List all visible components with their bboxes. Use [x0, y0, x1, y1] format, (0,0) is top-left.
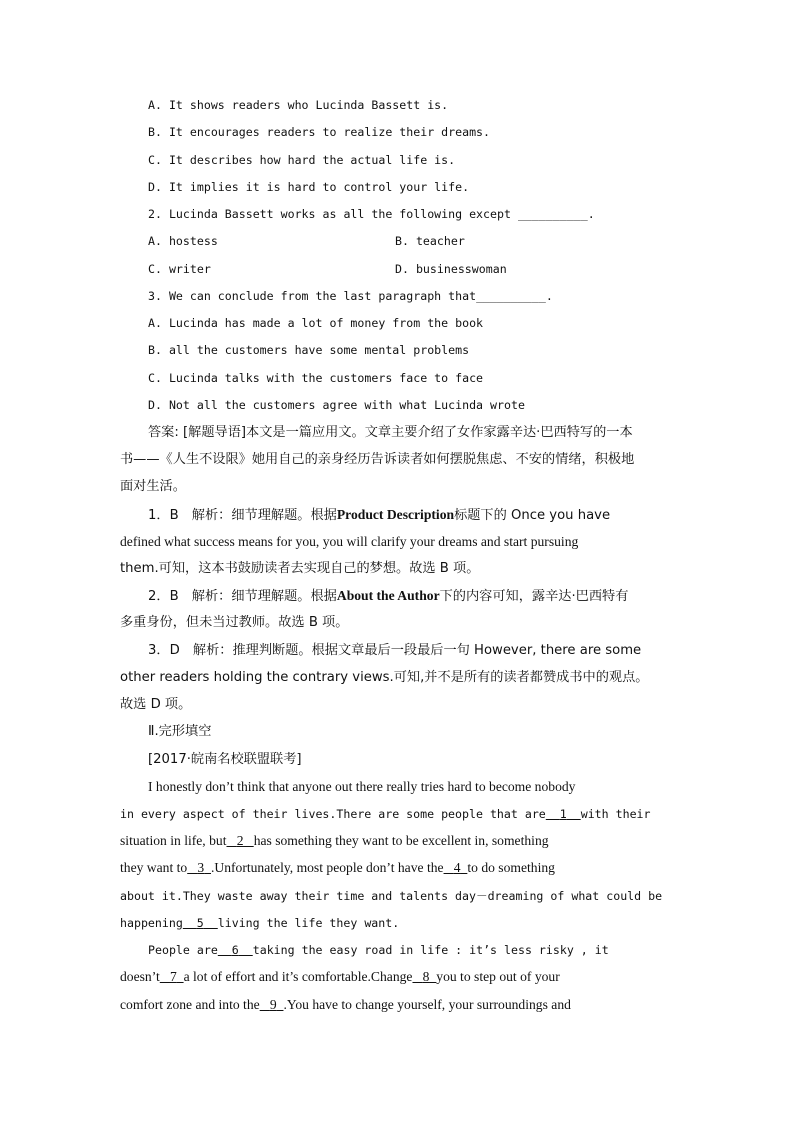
cloze-blank-2	[226, 833, 253, 848]
cloze-text: .Unfortunately, most people don’t have the	[211, 860, 444, 875]
q2-option-a: A. hostess	[148, 234, 218, 248]
answer2-line2: 多重身份，但未当过教师。故选 B 项。	[120, 615, 349, 630]
cloze-blank-1	[546, 807, 581, 821]
cloze-blank-4	[444, 860, 468, 875]
q3-stem-line	[148, 287, 553, 305]
q3-stem: 3. We can conclude from the last paragraph that	[148, 289, 477, 303]
cloze-text: happening	[120, 916, 183, 930]
cloze-text: you to step out of your	[436, 969, 560, 984]
answer3-line1: 3．D 解析：推理判断题。根据文章最后一段最后一句 However, there are some	[148, 643, 642, 658]
answer1-bold-term: Product Description	[336, 507, 455, 522]
cloze-text: People are	[148, 943, 218, 957]
q2-option-b: B. teacher	[395, 234, 465, 248]
answer2-line1	[148, 587, 628, 606]
blank-number: 4	[453, 860, 461, 875]
answer-intro-line3: 面对生活。	[120, 479, 186, 494]
q1-option-d: D. It implies it is hard to control your life.	[148, 180, 470, 194]
answer2-bold-term: About the Author	[336, 588, 440, 603]
answer1-tail: 标题下的 Once you have	[454, 508, 611, 523]
answer1-line1	[148, 506, 610, 525]
cloze-text: situation in life, but	[120, 833, 227, 848]
section-title: Ⅱ.完形填空	[148, 724, 212, 739]
section-source: [2017·皖南名校联盟联考]	[148, 752, 302, 767]
q2-option-d: D. businesswoman	[395, 262, 507, 276]
cloze-text: they want to	[120, 860, 188, 875]
answer1-line2: defined what success means for you, you will clarify your dreams and start pursuing	[120, 534, 579, 549]
cloze-p1-line3	[120, 832, 549, 850]
blank-number: 1	[559, 807, 567, 821]
cloze-p1-line2	[120, 805, 674, 823]
q3-end: .	[545, 289, 553, 303]
answer1-lead: 1．B 解析：细节理解题。根据	[148, 508, 337, 523]
cloze-blank-5	[183, 916, 218, 930]
q1-option-c: C. It describes how hard the actual life is.	[148, 153, 456, 167]
cloze-blank-8	[412, 969, 436, 984]
cloze-blank-9	[260, 997, 284, 1012]
q2-stem: 2. Lucinda Bassett works as all the following except	[148, 207, 511, 221]
q3-option-c: C. Lucinda talks with the customers face to face	[148, 371, 484, 385]
cloze-p2-line1	[148, 941, 609, 959]
cloze-text: has something they want to be excellent in, something	[253, 833, 549, 848]
answer3-line2: other readers holding the contrary views.可知,并不是所有的读者都赞成书中的观点。	[120, 670, 649, 685]
q2-stem-line	[148, 205, 595, 223]
cloze-text: living the life they want.	[217, 916, 400, 930]
cloze-p1-line1: I honestly don’t think that anyone out there really tries hard to become nobody	[148, 779, 576, 794]
q3-option-a: A. Lucinda has made a lot of money from the book	[148, 316, 484, 330]
cloze-text: in every aspect of their lives.There are some people that are	[120, 807, 546, 821]
cloze-p1-line6	[120, 914, 399, 932]
cloze-text: .You have to change yourself, your surroundings and	[283, 997, 571, 1012]
blank-number: 2	[236, 833, 244, 848]
cloze-text: with their	[580, 807, 651, 821]
cloze-text: to do something	[467, 860, 555, 875]
q3-option-b: B. all the customers have some mental problems	[148, 343, 470, 357]
q2-end: .	[587, 207, 595, 221]
answer2-lead: 2．B 解析：细节理解题。根据	[148, 589, 337, 604]
cloze-text: doesn’t	[120, 969, 160, 984]
answer3-line3: 故选 D 项。	[120, 697, 192, 712]
cloze-text: taking the easy road in life : it’s less risky , it	[252, 943, 609, 957]
q2-option-c: C. writer	[148, 262, 211, 276]
cloze-blank-3	[187, 860, 211, 875]
cloze-blank-6	[218, 943, 253, 957]
q1-option-b: B. It encourages readers to realize their dreams.	[148, 125, 491, 139]
answer2-tail: 下的内容可知，露辛达·巴西特有	[439, 589, 629, 604]
answer-intro-line1: 答案: [解题导语]本文是一篇应用文。文章主要介绍了女作家露辛达·巴西特写的一本	[148, 425, 633, 440]
cloze-p1-line4	[120, 859, 555, 877]
q1-option-a: A. It shows readers who Lucinda Bassett is.	[148, 98, 449, 112]
cloze-p2-line3	[120, 996, 571, 1014]
blank-number: 3	[197, 860, 205, 875]
cloze-text: comfort zone and into the	[120, 997, 260, 1012]
answer1-line3: them.可知，这本书鼓励读者去实现自己的梦想。故选 B 项。	[120, 561, 480, 576]
blank-number: 9	[269, 997, 277, 1012]
cloze-blank-7	[160, 969, 184, 984]
answer-intro-line2: 书——《人生不设限》她用自己的亲身经历告诉读者如何摆脱焦虑、不安的情绪，积极地	[120, 452, 635, 467]
q3-option-d: D. Not all the customers agree with what Lucinda wrote	[148, 398, 525, 412]
blank-number: 8	[422, 969, 430, 984]
blank-number: 5	[196, 916, 204, 930]
q3-blank: __________	[476, 289, 546, 303]
blank-number: 7	[169, 969, 177, 984]
cloze-text: a lot of effort and it’s comfortable.Change	[183, 969, 413, 984]
cloze-p2-line2	[120, 968, 560, 986]
blank-number: 6	[231, 943, 239, 957]
cloze-p1-line5: about it.They waste away their time and talents day－dreaming of what could be	[120, 889, 663, 903]
q2-blank: __________	[517, 207, 588, 221]
